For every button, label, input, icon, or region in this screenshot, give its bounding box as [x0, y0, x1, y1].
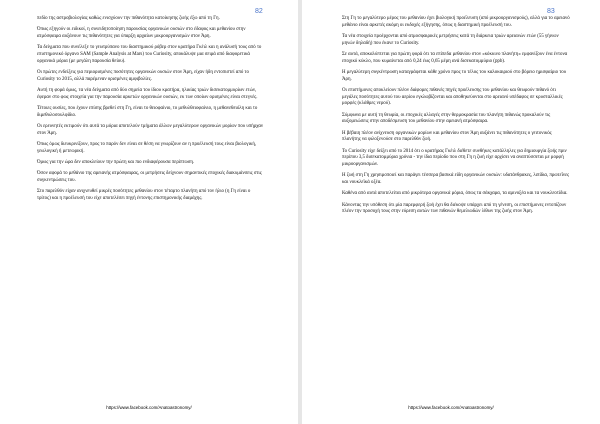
paragraph: Καθένα από αυτά αποτελείται από μικρότερα οργανικά μόρια, όπως τα σάκχαρα, τα αμινοξέα και τα νουκλεοτίδια.	[342, 191, 568, 197]
page-body	[342, 16, 570, 221]
paragraph: Κάνοντας την υπόθεση ότι μία παρεμφερή ζωή έχει θα διέκοψε υπάρχει από τη γένεση, οι επιστήμονες εντοπίζουν πλέον την προσοχή τους στην εύρεση αυτών των πιθανών θεμελιωδών λίθων της ζωής στον Άρη.	[342, 202, 567, 215]
paragraph: Το Curiosity είχε δείξει από το 2014 ότι ο κρατήρας Γκέιλ διέθετε συνθήκες κατάλληλες για δημιουργία ζωής πριν περίπου 3,5 δισεκατομμύρια χρόνια - την ίδια περίοδο που στη Γη η ζωή είχε αρχίσει να αναπτύσσεται με μορφή μικροοργανισμών.	[342, 148, 567, 168]
paragraph: Τέτοιες ουσίες, που έχουν επίσης βρεθεί στη Γη, είναι το θειοφαίνιο, το μεθυλθειοφαίνιο, η μεθανεθειόλη και το διμεθυλοσουλφίδιο.	[37, 106, 258, 118]
footer-link[interactable]: https://www.facebook.com/Anatoastronomy/	[106, 405, 192, 410]
paragraph: Τα δείγματα που συνέλεξε το γεωτρύπανο του διαστημικού ρόβερ στον κρατήρα Γκέιλ και η ανάλυσή τους από το επιστημονικό όργανο SAM (Sample Analysis at Mars) του Curiosity, αποκάλυψε μια σειρά από διαφορετικά οργανικά μόρια (με μεγάλη παρουσία θείου).	[37, 45, 262, 64]
paragraph: Σε αυτά, αποκαλύπτεται για πρώτη φορά ότι τα επίπεδα μεθανίου στον «κόκκινο πλανήτη» εμφανίζουν ένα έντονα εποχικό κύκλο, που κυμαίνεται από 0,24 έως 0,65 μέρη ανά δισεκατομμύριο (ppb).	[342, 52, 568, 64]
paragraph: Οι επιστήμονες αποκλείουν πλέον διάφορες πιθανές πηγές προέλευσης του μεθανίου και θεωρούν πιθανό ότι μεγάλες ποσότητες αυτού του αερίου εγκλωβίζονται και αποθηκεύονται στο αρειανό υπέδαφος σε κρυσταλλικές μορφές (κλάθρες νερού).	[342, 88, 563, 107]
page-body	[37, 16, 265, 207]
paragraph: Όμως για την ώρα δεν αποκλείουν την πρώτη και πιο ενδιαφέρουσα περίπτωση.	[37, 160, 195, 165]
left-page	[0, 0, 298, 424]
paragraph: Η μεγαλύτερη συγκέντρωση καταγράφεται κάθε χρόνο προς το τέλος του καλοκαιριού στο βόρειο ημισφαίριο του Άρη.	[342, 70, 567, 82]
page-number: 83	[547, 8, 555, 15]
paragraph: Αυτή τη φορά όμως, τα νέα δείγματα από δύο σημεία του ίδιου κρατήρα, ηλικίας τριών δισεκατομμυρίων ετών, έφεραν στο φως στοιχεία για την παρουσία αρκετών οργανικών ουσιών, εκ των οποίων ορισμένες είναι στεγνές.	[37, 88, 258, 100]
paragraph: Η ζωή στη Γη χρησιμοποιεί και παράγει τέσσερα βασικά είδη οργανικών ουσιών: υδατάνθρακες, λιπίδια, πρωτεΐνες και νουκλεϊκά οξέα.	[342, 173, 570, 186]
footer-link[interactable]: https://www.facebook.com/Anatoastronomy/	[408, 405, 494, 410]
paragraph: Όπως εξηγούν οι ειδικοί, η συνειδητοποίηση παρουσίας οργανικών ουσιών στο έδαφος και μεθανίου στην ατμόσφαιρα αυξάνουν τις πιθανότητες για ύπαρξη αρχαίων μικροοργανισμών στον Άρη.	[37, 27, 246, 39]
paragraph: Σύμφωνα με αυτή τη θεωρία, οι εποχικές αλλαγές στην θερμοκρασία του πλανήτη πιθανώς προκαλούν τις αυξομειώσεις στην αποδέσμευση του μεθανίου στην αρειανή ατμόσφαιρα.	[342, 112, 551, 125]
paragraph: Η βέβαιη πλέον ανίχνευση οργανικών μορίων και μεθανίου στον Άρη αυξάνει τις πιθανότητες ο γειτονικός πλανήτης να φιλοξενούσε στο παρελθόν ζωή.	[342, 130, 552, 143]
paragraph: Όπως όμως διευκρινίζουν, προς το παρόν δεν είναι σε θέση να γνωρίζουν αν η προέλευσή τους είναι βιολογική, γεωλογική ή μετεωρική.	[37, 142, 257, 154]
right-page	[302, 0, 600, 424]
page-number: 82	[255, 8, 263, 15]
paragraph: Στο παρελθόν είχαν ανιχνευθεί μικρές ποσότητες μεθανίου στον τέταρτο πλανήτη από τον ήλιο (η Γη είναι ο τρίτος) και η προέλευσή του είχε αποτελέσει πηγή έντονης επιστημονικής διαμάχης.	[37, 189, 251, 201]
paragraph: Οι πρώτες ενδείξεις για περιορισμένες ποσότητες οργανικών ουσιών στον Άρη, είχαν ήδη εντοπιστεί από το Curiosity το 2015, αλλά παρέμεναν ορισμένες αμφιβολίες.	[37, 70, 249, 82]
paragraph: πεδίο της αστροβιολογίας καθώς ενισχύουν την πιθανότητα κατοίκησης ζωής έξω από τη Γη.	[37, 16, 220, 21]
paragraph: Όσον αφορά το μεθάνιο της αρειανής ατμόσφαιρας, οι μετρήσεις δείχνουν σημαντικές εποχικές διακυμάνσεις στις συγκεντρώσεις του.	[37, 171, 262, 183]
paragraph: Οι ερευνητές εκτιμούν ότι αυτά τα μόρια αποτελούν τμήματα άλλων μεγαλύτερων οργανικών μορίων που υπήρχαν στον Άρη.	[37, 124, 264, 136]
paragraph: Στη Γη το μεγαλύτερο μέρος του μεθανίου έχει βιολογική προέλευση (από μικροοργανισμούς), αλλά για το αρειανό μεθάνιο είναι αρκετές ακόμη οι εκδοχές εξήγησης, όπως η διαστημική προέλευσή του.	[342, 16, 570, 28]
paragraph: Τα νέα στοιχεία προέρχονται από ατμοσφαιρικές μετρήσεις κατά τη διάρκεια τριών αρειανών ετών (55 γήινων μηνών δηλαδή) που έκανε το Curiosity.	[342, 34, 559, 46]
